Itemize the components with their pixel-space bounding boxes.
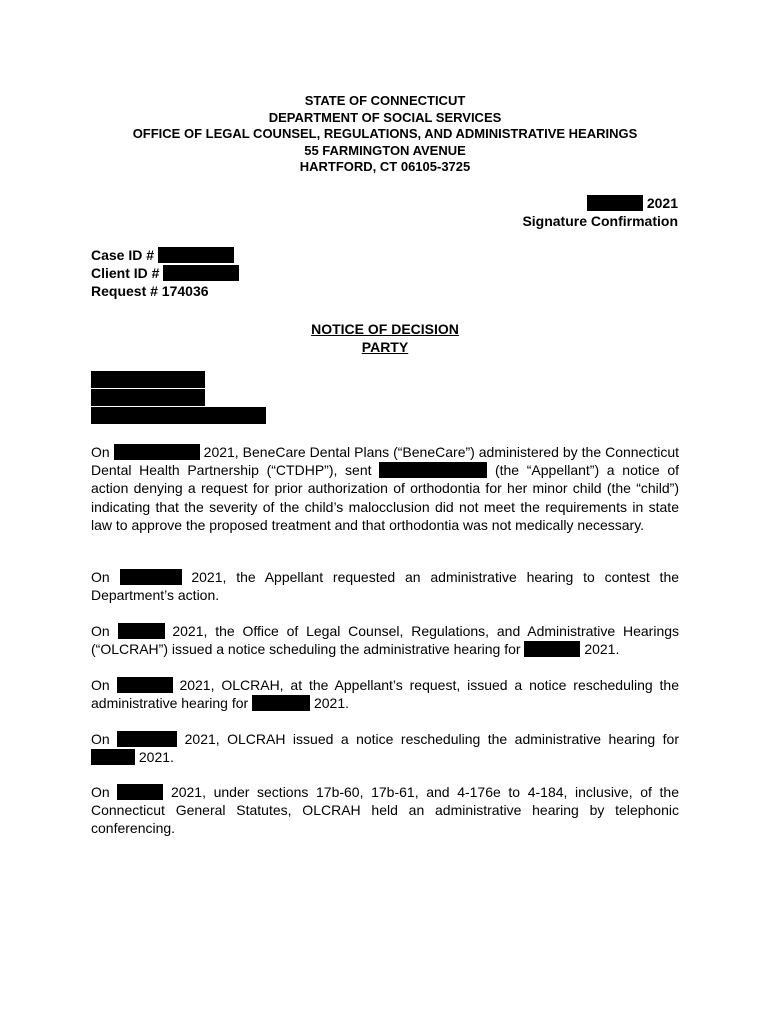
redaction-bar [117,784,163,800]
redaction-bar [117,731,177,747]
letterhead-city: HARTFORD, CT 06105-3725 [299,159,471,174]
redaction-bar [91,749,135,765]
client-id-label: Client ID # [91,265,160,281]
date-block [522,194,678,230]
paragraph-text: 2021. [313,695,350,712]
paragraph-text: 2021, the Office of Legal Counsel, Regulations, and Administrative Hearings (“OLCRAH”) issued a notice scheduling the administrative hearing for [91,623,680,658]
paragraph-hearing-held [91,783,679,838]
title-party: PARTY [361,339,409,355]
paragraph-text: 2021, OLCRAH issued a notice rescheduling the administrative hearing for [184,731,680,747]
letterhead-office: OFFICE OF LEGAL COUNSEL, REGULATIONS, AND ADMINISTRATIVE HEARINGS [132,126,638,141]
notice-date [522,194,678,212]
paragraph-text: 2021. [584,641,620,658]
paragraph-hearing-rescheduled-2 [91,730,679,766]
paragraph-text: 2021, OLCRAH, at the Appellant’s request, issued a notice rescheduling the administrative hearing for [91,677,680,712]
letterhead-department: DEPARTMENT OF SOCIAL SERVICES [268,109,502,125]
paragraph-text: On [91,569,110,585]
redaction-bar [252,695,310,711]
paragraph-text: 2021, the Appellant requested an administrative hearing to contest the Department’s action. [91,569,680,604]
letterhead [0,93,770,176]
paragraph-text: (the “Appellant”) a notice of action denying a request for prior authorization of orthodontia for her minor child (the “child”) indicating that the severity of the child’s malocclusion did not meet the requirements in state law to approve the proposed treatment and that orthodontia was not medically necessary. [91,462,680,533]
redacted-address-line [91,407,266,424]
delivery-method: Signature Confirmation [522,213,678,229]
paragraph-text: 2021, under sections 17b-60, 17b-61, and 4-176e to 4-184, inclusive, of the Connecticut General Statutes, OLCRAH held an administrative hearing by telephonic conferencing. [91,784,679,837]
request-id: Request # 174036 [91,283,209,299]
paragraph-hearing-request [91,568,679,604]
paragraph-hearing-rescheduled-1 [91,676,679,712]
paragraph-notice-of-action [91,443,679,534]
redacted-address-line [91,371,205,388]
document-title [0,320,770,356]
letterhead-street: 55 FARMINGTON AVENUE [304,142,466,158]
letterhead-state: STATE OF CONNECTICUT [304,93,466,108]
paragraph-text: On [91,731,110,747]
paragraph-hearing-scheduled [91,622,679,658]
client-id [91,264,239,282]
paragraph-text: On [91,784,110,800]
case-id-label: Case ID # [91,247,155,263]
identifiers [91,246,239,300]
paragraph-text: On [91,623,110,639]
redaction-bar [379,462,487,478]
redaction-bar [114,444,200,460]
redaction-bar [163,265,239,281]
redaction-bar [118,623,165,639]
paragraph-text: 2021. [138,749,174,766]
redaction-bar [120,569,182,585]
redacted-address-line [91,389,205,406]
title-notice: NOTICE OF DECISION [311,321,459,337]
notice-date-year: 2021 [646,195,678,211]
redaction-bar [587,195,643,211]
paragraph-text: On [91,444,110,460]
paragraph-text: On [91,677,110,693]
redaction-bar [117,677,173,693]
case-id [91,246,239,264]
redaction-bar [524,641,580,657]
paragraph-text: 2021, BeneCare Dental Plans (“BeneCare”) administered by the Connecticut Dental Health Partnership (“CTDHP”), sent [91,444,680,479]
redaction-bar [158,247,234,263]
